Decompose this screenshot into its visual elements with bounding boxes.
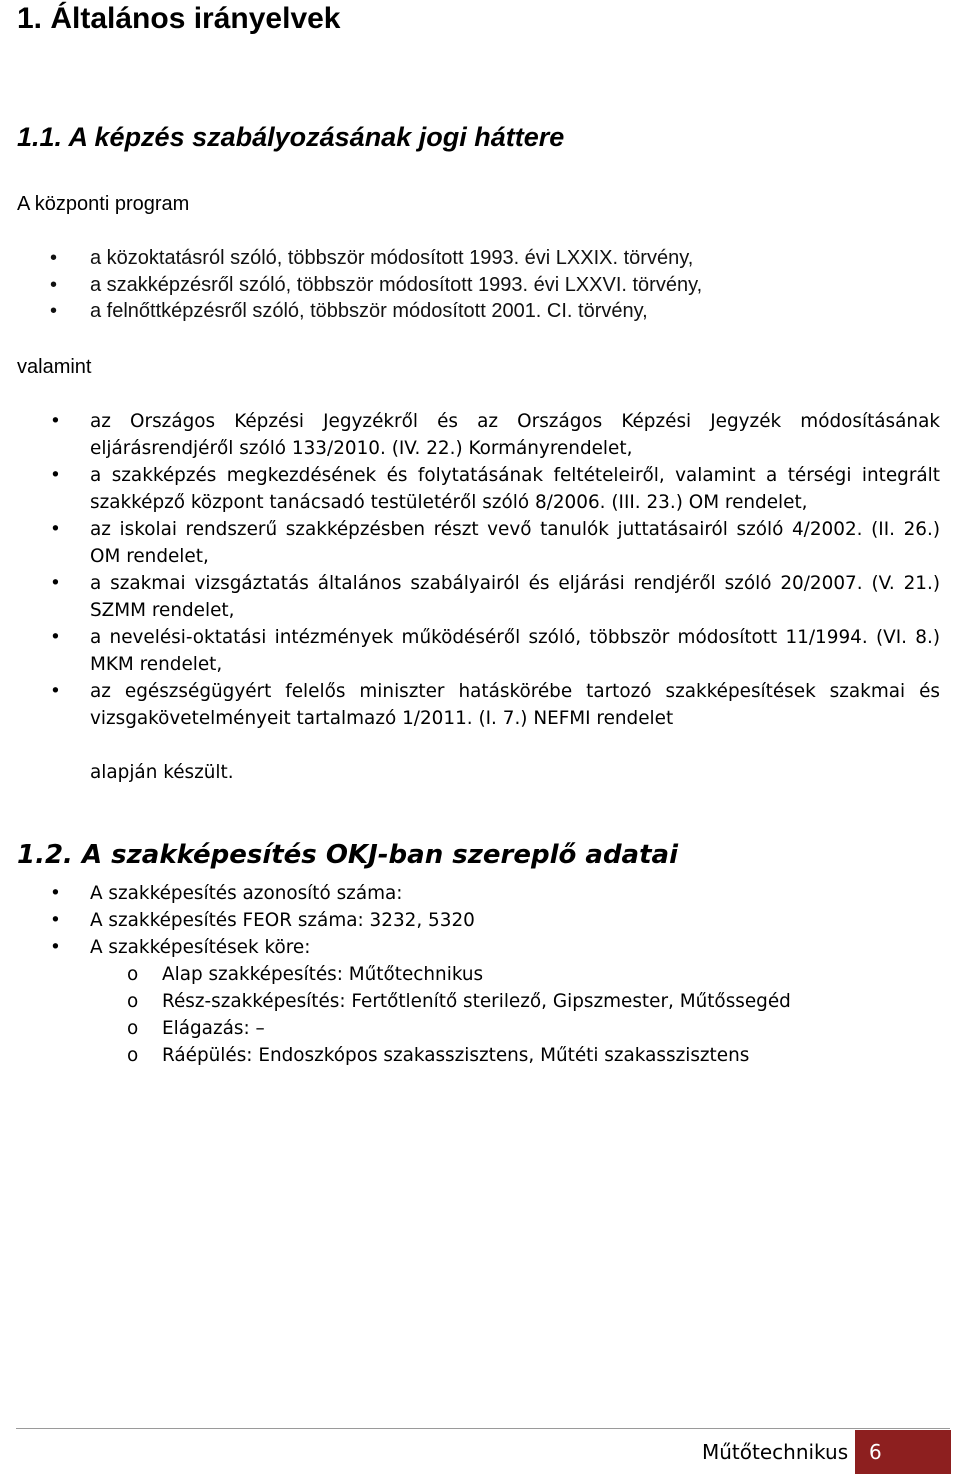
okj-item: • A szakképesítés azonosító száma:: [0, 880, 960, 907]
regulation-item: • a szakképzés megkezdésének és folytatásának feltételeiről, valamint a térségi integrált szakképző központ tanácsadó testületéről szóló 8/2006. (III. 23.) OM rendelet,: [0, 462, 960, 516]
section-heading-1: 1. Általános irányelvek: [17, 2, 341, 35]
okj-sub-item: o Alap szakképesítés: Műtőtechnikus: [90, 961, 940, 988]
closing-text: alapján készült.: [90, 762, 234, 783]
connector-text: valamint: [17, 356, 92, 378]
regulation-item: • az Országos Képzési Jegyzékről és az Országos Képzési Jegyzék módosításának eljárásrendjéről szóló 133/2010. (IV. 22.) Kormányrendelet,: [0, 408, 960, 462]
okj-sub-list: [90, 961, 940, 1069]
regulation-item: • az iskolai rendszerű szakképzésben részt vevő tanulók juttatásairól szóló 4/2002. (II. 26.) OM rendelet,: [0, 516, 960, 570]
okj-sub-item: o Rész-szakképesítés: Fertőtlenítő sterilező, Gipszmester, Műtőssegéd: [90, 988, 940, 1015]
page-number: 6: [855, 1430, 951, 1474]
okj-item: [0, 934, 960, 1069]
regulation-item: • a nevelési-oktatási intézmények működéséről szóló, többször módosított 11/1994. (VI. 8.) MKM rendelet,: [0, 624, 960, 678]
footer-divider: [16, 1428, 950, 1429]
section-heading-1-1: 1.1. A képzés szabályozásának jogi háttere: [17, 122, 565, 152]
regulation-item: • az egészségügyért felelős miniszter hatáskörébe tartozó szakképesítések szakmai és vizsgakövetelményeit tartalmazó 1/2011. (I. 7.) NEFMI rendelet: [0, 678, 960, 732]
regulation-item: • a szakmai vizsgáztatás általános szabályairól és eljárási rendjéről szóló 20/2007. (V. 21.) SZMM rendelet,: [0, 570, 960, 624]
okj-item: • A szakképesítés FEOR száma: 3232, 5320: [0, 907, 960, 934]
okj-sub-item: o Ráépülés: Endoszkópos szakasszisztens, Műtéti szakasszisztens: [90, 1042, 940, 1069]
okj-list: [0, 880, 960, 1069]
law-list: [0, 245, 960, 325]
footer-label: Műtőtechnikus: [702, 1440, 849, 1464]
regulation-list: [0, 408, 960, 732]
law-item: • a szakképzésről szóló, többször módosított 1993. évi LXXVI. törvény,: [0, 272, 960, 299]
law-item: • a felnőttképzésről szóló, többször módosított 2001. CI. törvény,: [0, 298, 960, 325]
section-heading-1-2: 1.2. A szakképesítés OKJ-ban szereplő adatai: [17, 840, 678, 870]
okj-item-label: A szakképesítések köre:: [90, 937, 311, 958]
law-item: • a közoktatásról szóló, többször módosított 1993. évi LXXIX. törvény,: [0, 245, 960, 272]
okj-sub-item: o Elágazás: –: [90, 1015, 940, 1042]
intro-text: A központi program: [17, 193, 190, 215]
